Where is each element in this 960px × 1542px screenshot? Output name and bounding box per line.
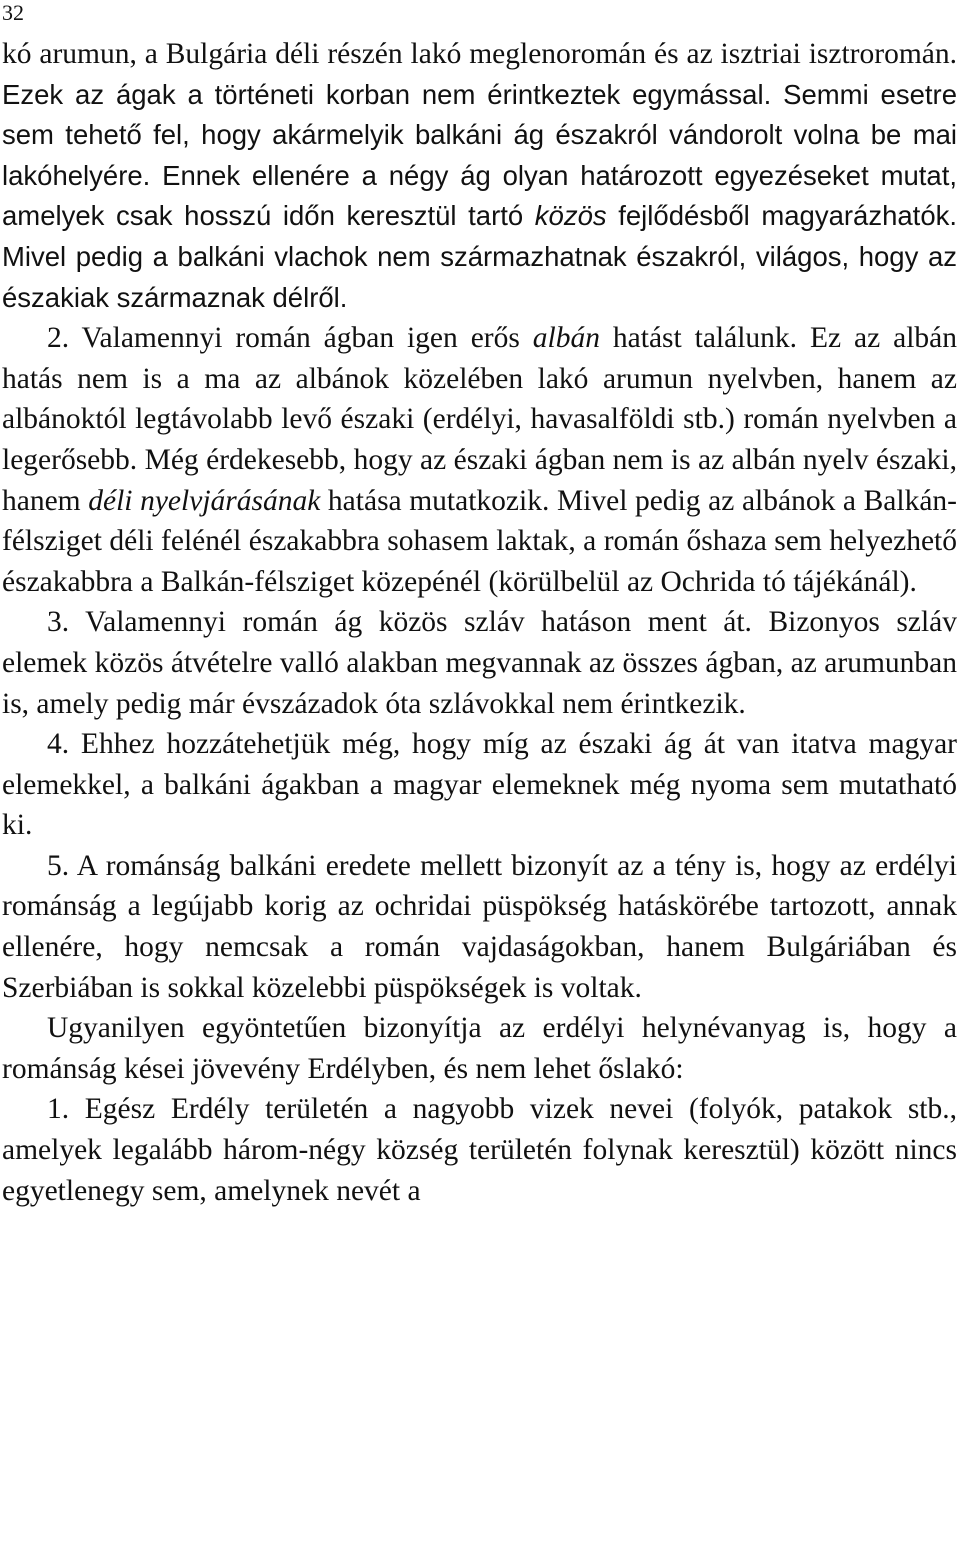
text-run-sans: fejlődésből magyarázhatók. Mivel pedig a balkáni vlachok nem származhatnak északról, világos, hogy az északiak származnak délről. — [2, 200, 957, 313]
text-run: Még érdekesebb, hogy az északi ágban nem is az albán nyelv északi, hanem — [2, 443, 957, 517]
text-run: hatása mutatkozik. Mivel pedig az albánok a Balkán-félsziget déli felénél északabbra sohasem laktak, a román őshaza sem helyezhető északabbra a Balkán-félsziget közepénél (körülbelül az Ochrida tó tájékánál). — [2, 484, 958, 598]
emphasis-alban: albán — [532, 322, 600, 355]
page-number: 32 — [2, 0, 24, 25]
paragraph-3 — [2, 602, 957, 724]
page-body-text — [2, 34, 957, 1211]
text-run: 3. Valamennyi román ág közös szláv hatáson ment át. — [47, 606, 752, 639]
text-run-sans: Ezek az ágak a történeti korban nem érintkeztek egymással. Semmi esetre sem tehető fel, hogy akármelyik balkáni ág északról vándorolt volna be mai lakóhelyére. Ennek ellenére a négy ág olyan határozott egyezéseket mutat, amelyek csak hosszú időn keresztül tartó — [2, 78, 957, 232]
paragraph-6 — [2, 1008, 957, 1089]
text-run: Ugyanilyen egyöntetűen bizonyítja az erdélyi helynévanyag is, hogy a románság kései jövevény Erdélyben, és nem lehet őslakó: — [2, 1012, 957, 1085]
emphasis-deli-nyelvjarasanak: déli nyelvjárásának — [88, 484, 321, 517]
paragraph-2 — [2, 318, 957, 602]
text-run: kó arumun, a Bulgária déli részén lakó meglenoromán és az isztriai isztroromán. — [2, 38, 957, 70]
paragraph-7 — [2, 1089, 957, 1211]
text-run: 2. Valamennyi román ágban igen erős — [47, 322, 533, 355]
paragraph-1 — [2, 34, 957, 318]
text-run: 1. Egész Erdély területén a nagyobb vizek nevei (folyók, patakok stb., amelyek legalább három-négy község területén folynak keresztül) között nincs egyetlenegy sem, amelynek nevét a — [2, 1093, 957, 1207]
text-run: 5. A románság balkáni eredete mellett bizonyít az a tény is, hogy az erdélyi románság a legújabb korig az ochridai püspökség hatáskörébe tartozott, annak ellenére, hogy nemcsak a román vajdaságokban, hanem Bulgáriában és Szerbiában is sokkal közelebbi püspökségek is voltak. — [2, 849, 957, 1004]
text-run: Bizonyos szláv elemek közös átvételre valló alakban megvannak az összes ágban, az arumunban is, amely pedig már évszázadok óta szlávokkal nem érintkezik. — [2, 606, 958, 720]
text-run: Ez az albán hatás nem is a ma az albánok közelében lakó arumun nyelvben, hanem az albánoktól legtávolabb levő északi (erdélyi, havasalföldi stb.) román nyelvben a legerősebb. — [2, 322, 958, 476]
text-run: 4. Ehhez hozzátehetjük még, hogy míg az északi ág át van itatva magyar elemekkel, a balkáni ágakban a magyar elemeknek még nyoma sem mutatható ki. — [2, 728, 957, 842]
text-run: hatást találunk. — [599, 322, 798, 355]
emphasis-kozos: közös — [534, 200, 607, 232]
paragraph-4 — [2, 724, 957, 846]
paragraph-5 — [2, 846, 957, 1008]
